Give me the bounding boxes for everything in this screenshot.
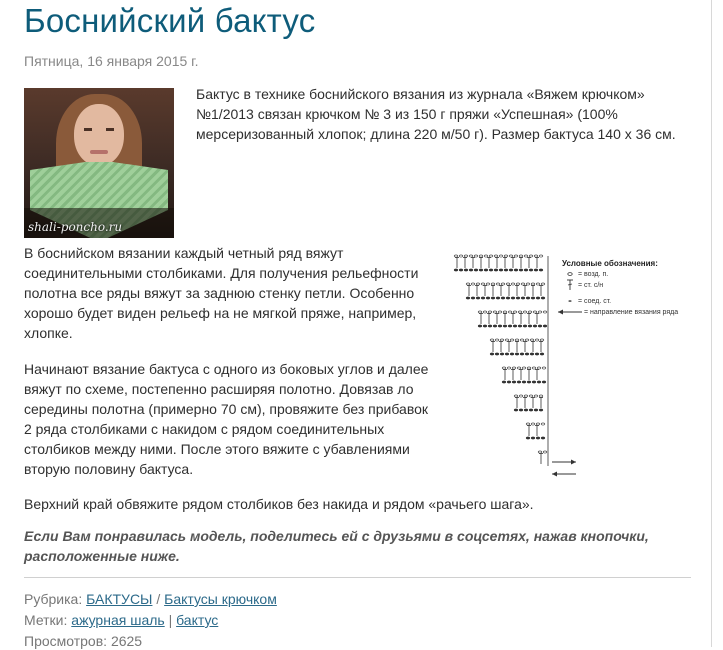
chart-stitch: [481, 283, 485, 285]
chain-stitch-icon: [568, 273, 572, 276]
chart-stitch: [506, 297, 510, 299]
chart-stitch: [459, 255, 463, 257]
chart-stitch: [491, 297, 495, 299]
chart-stitch: [501, 283, 505, 285]
chart-stitch: [471, 297, 475, 299]
chart-stitch: [532, 367, 536, 369]
chart-stitch: [478, 311, 482, 313]
chart-stitch: [538, 311, 542, 313]
chart-stitch: [529, 409, 533, 411]
legend-label: = возд. п.: [578, 271, 609, 278]
chart-stitch: [530, 353, 534, 355]
chart-stitch: [518, 311, 522, 313]
legend-label: = ст. с/н: [578, 282, 604, 289]
chart-stitch: [521, 283, 525, 285]
chart-stitch: [496, 297, 500, 299]
chart-stitch: [510, 353, 514, 355]
chart-stitch: [498, 325, 502, 327]
chart-stitch: [520, 339, 524, 341]
chart-stitch: [536, 423, 540, 425]
chart-stitch: [519, 395, 523, 397]
legend-title: Условные обозначения:: [562, 259, 658, 268]
chart-stitch: [531, 297, 535, 299]
chart-stitch: [476, 297, 480, 299]
chart-stitch: [543, 451, 547, 453]
chart-stitch: [528, 325, 532, 327]
chart-stitch: [531, 437, 535, 439]
chart-stitch: [523, 325, 527, 327]
chart-stitch: [499, 269, 503, 271]
chart-stitch: [495, 339, 499, 341]
chart-stitch: [513, 311, 517, 313]
chart-stitch: [540, 353, 544, 355]
tag-link-baktus[interactable]: бактус: [176, 612, 219, 628]
chart-stitch: [459, 269, 463, 271]
chart-stitch: [500, 339, 504, 341]
chart-stitch: [469, 255, 473, 257]
chart-stitch: [514, 255, 518, 257]
chart-stitch: [505, 339, 509, 341]
chart-stitch: [483, 325, 487, 327]
tag-separator: |: [168, 612, 173, 628]
chart-stitch: [530, 339, 534, 341]
post-categories: [24, 590, 277, 608]
body-paragraph: В боснийском вязании каждый четный ряд вяжут соединительными столбиками. Для получения рельефности полотна все ряды вяжут за заднюю стенку петли. Особенно хорошо будет виден рельеф на не мягкой пряже, например, хлопке.: [24, 245, 419, 341]
chart-stitch: [496, 283, 500, 285]
chart-stitch: [471, 283, 475, 285]
chart-stitch: [512, 367, 516, 369]
chart-stitch: [493, 311, 497, 313]
photo-eyes: [84, 128, 114, 131]
category-link-baktusy-kryuchkom[interactable]: Бактусы крючком: [164, 591, 277, 607]
chart-stitch: [509, 255, 513, 257]
chart-stitch: [526, 423, 530, 425]
share-note: Если Вам понравилась модель, поделитесь ей с друзьями в соцсетях, нажав кнопочки, расположенные ниже.: [24, 528, 649, 564]
chart-stitch: [519, 255, 523, 257]
chart-stitch: [494, 255, 498, 257]
chart-stitch: [469, 269, 473, 271]
chart-stitch: [498, 311, 502, 313]
chart-stitch: [514, 395, 518, 397]
chart-stitch: [481, 297, 485, 299]
chart-stitch: [518, 325, 522, 327]
chart-stitch: [491, 283, 495, 285]
row-direction-arrow-icon: [558, 310, 582, 315]
chart-stitch: [534, 395, 538, 397]
chart-stitch: [490, 339, 494, 341]
views-count: 2625: [110, 633, 143, 649]
chart-stitch: [523, 311, 527, 313]
chart-stitch: [520, 353, 524, 355]
chart-stitch: [529, 269, 533, 271]
chart-stitch: [541, 423, 545, 425]
chart-stitch: [464, 255, 468, 257]
chart-stitch: [542, 367, 546, 369]
chart-stitch: [517, 381, 521, 383]
chart-stitch: [515, 339, 519, 341]
chart-stitch: [510, 339, 514, 341]
chart-stitch: [489, 269, 493, 271]
intro-paragraph: Бактус в технике боснийского вязания из журнала «Вяжем крючком» №1/2013 связан крючком № 3 из 150 г пряжи «Успешная» (100% мерсеризованный хлопок; длина 220 м/50 г). Размер бактуса 140 х 36 см.: [196, 86, 676, 142]
tag-link-azhurnaya-shal[interactable]: ажурная шаль: [71, 612, 165, 628]
post-tags: [24, 611, 218, 629]
legend-label: = соед. ст.: [578, 298, 612, 305]
crochet-chart-svg: [448, 250, 693, 485]
chart-stitch: [501, 297, 505, 299]
chart-stitch: [529, 255, 533, 257]
chart-stitch: [486, 297, 490, 299]
chart-stitch: [541, 437, 545, 439]
chart-stitch: [528, 311, 532, 313]
chart-stitch: [494, 269, 498, 271]
chart-stitch: [489, 255, 493, 257]
chart-stitch: [531, 423, 535, 425]
chart-stitch: [524, 395, 528, 397]
chart-stitch: [500, 353, 504, 355]
chart-stitch: [486, 283, 490, 285]
photo-mouth: [90, 150, 108, 154]
chart-stitch: [512, 381, 516, 383]
chart-stitch: [541, 283, 545, 285]
chart-stitch: [533, 325, 537, 327]
chart-stitch: [526, 283, 530, 285]
chart-stitch: [524, 269, 528, 271]
chart-stitch: [540, 339, 544, 341]
diagram-legend: [552, 259, 678, 477]
chart-stitch: [466, 297, 470, 299]
chart-stitch: [511, 283, 515, 285]
chart-stitch: [538, 325, 542, 327]
chart-stitch: [514, 269, 518, 271]
tags-label: Метки:: [24, 612, 68, 628]
chart-stitch: [531, 283, 535, 285]
chart-stitch: [539, 395, 543, 397]
chart-stitch: [534, 409, 538, 411]
chart-stitch: [474, 269, 478, 271]
chart-stitch: [490, 353, 494, 355]
chart-stitch: [508, 311, 512, 313]
chart-stitch: [521, 297, 525, 299]
categories-label: Рубрика:: [24, 591, 83, 607]
chart-stitch: [539, 409, 543, 411]
chart-stitch: [534, 269, 538, 271]
row-direction-arrow-icon: [552, 472, 576, 477]
chart-stitch: [525, 353, 529, 355]
chart-stitch: [454, 255, 458, 257]
body-paragraph: Начинают вязание бактуса с одного из боковых углов и далее вяжут по схеме, постепенно расширяя полотно. Довязав ло середины полотна (примерно 70 см), провяжите без прибавок 2 ряда столбиками с накидом с рядом соединительных столбиков между ними. После этого вяжите с убавлениями вторую половину бактуса.: [24, 361, 429, 477]
chart-stitch: [522, 367, 526, 369]
chart-stitch: [479, 255, 483, 257]
chart-stitch: [514, 409, 518, 411]
chart-stitch: [493, 325, 497, 327]
chart-stitch: [502, 381, 506, 383]
content-right-border: [711, 0, 712, 647]
chart-stitch: [483, 311, 487, 313]
post-views: [24, 632, 142, 650]
chart-stitch: [476, 283, 480, 285]
post-title: Боснийский бактус: [24, 2, 316, 39]
category-link-baktusy[interactable]: БАКТУСЫ: [86, 591, 153, 607]
chart-stitch: [535, 339, 539, 341]
views-label: Просмотров:: [24, 633, 108, 649]
chart-stitch: [488, 325, 492, 327]
chart-stitch: [532, 381, 536, 383]
chart-stitch: [466, 283, 470, 285]
chart-stitch: [479, 269, 483, 271]
chart-stitch: [495, 353, 499, 355]
chart-stitch: [506, 283, 510, 285]
chart-stitch: [519, 269, 523, 271]
legend-label: = направление вязания ряда: [584, 309, 679, 316]
chart-stitch: [543, 311, 547, 313]
chart-stitch: [527, 381, 531, 383]
chart-stitch: [537, 381, 541, 383]
chart-stitch: [526, 297, 530, 299]
chart-stitch: [474, 255, 478, 257]
chart-stitch: [484, 269, 488, 271]
chart-stitch: [516, 297, 520, 299]
body-paragraph: Верхний край обвяжите рядом столбиков без накида и рядом «рачьего шага».: [24, 496, 534, 512]
chart-stitch: [515, 353, 519, 355]
chart-stitch: [543, 325, 547, 327]
chart-stitch: [454, 269, 458, 271]
crochet-diagram: [448, 250, 693, 485]
chart-stitch: [524, 409, 528, 411]
chart-stitch: [539, 255, 543, 257]
chart-stitch: [508, 325, 512, 327]
chart-stitch: [529, 395, 533, 397]
chart-stitch: [507, 381, 511, 383]
chart-stitch: [503, 311, 507, 313]
chart-stitch: [502, 367, 506, 369]
chart-stitch: [541, 297, 545, 299]
chart-stitch: [519, 409, 523, 411]
chart-stitch: [526, 437, 530, 439]
chart-stitch: [505, 353, 509, 355]
chart-stitch: [464, 269, 468, 271]
chart-stitch: [504, 269, 508, 271]
chart-stitch: [513, 325, 517, 327]
chart-stitch: [522, 381, 526, 383]
photo-face: [74, 104, 124, 166]
chart-stitch: [533, 311, 537, 313]
chart-stitch: [539, 269, 543, 271]
chart-stitch: [488, 311, 492, 313]
chart-stitch: [509, 269, 513, 271]
slip-stitch-icon: [568, 300, 571, 302]
chart-stitch: [527, 367, 531, 369]
post-date: Пятница, 16 января 2015 г.: [24, 53, 199, 69]
chart-stitch: [503, 325, 507, 327]
category-separator: /: [156, 591, 161, 607]
photo-watermark: shali-poncho.ru: [28, 220, 123, 234]
chart-stitch: [525, 339, 529, 341]
chart-stitch: [536, 437, 540, 439]
chart-stitch: [504, 255, 508, 257]
chart-stitch: [536, 297, 540, 299]
chart-stitch: [538, 451, 542, 453]
chart-stitch: [524, 255, 528, 257]
chart-stitch: [537, 367, 541, 369]
chart-stitch: [534, 255, 538, 257]
row-direction-arrow-icon: [552, 460, 576, 465]
chart-stitch: [511, 297, 515, 299]
chart-stitch: [499, 255, 503, 257]
chart-stitch: [517, 367, 521, 369]
chart-stitch: [516, 283, 520, 285]
chart-stitch: [542, 381, 546, 383]
chart-stitch: [484, 255, 488, 257]
chart-stitch: [535, 353, 539, 355]
chart-stitch: [478, 325, 482, 327]
chart-stitch: [536, 283, 540, 285]
chart-stitch: [507, 367, 511, 369]
post-photo: [24, 88, 174, 238]
double-crochet-icon: [567, 280, 573, 290]
meta-divider: [24, 577, 691, 578]
